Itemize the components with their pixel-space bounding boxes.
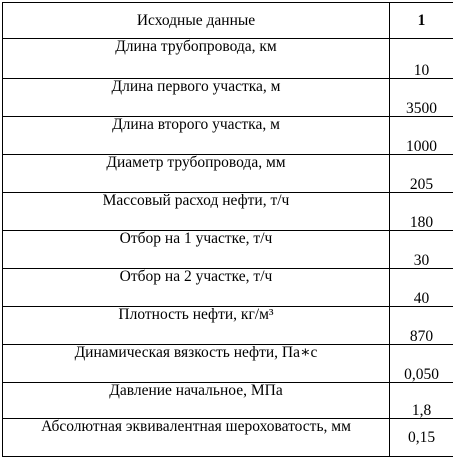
table-row — [3, 231, 453, 269]
row-label: Абсолютная эквивалентная шероховатость, мм — [3, 419, 390, 457]
row-value: 0,050 — [390, 345, 453, 383]
row-label: Длина второго участка, м — [3, 117, 390, 155]
row-value: 205 — [390, 155, 453, 193]
row-label: Динамическая вязкость нефти, Па∗с — [3, 345, 390, 383]
row-value: 3500 — [390, 79, 453, 117]
row-label: Плотность нефти, кг/м³ — [3, 307, 390, 345]
table-row — [3, 39, 453, 79]
row-label: Отбор на 2 участке, т/ч — [3, 269, 390, 307]
table-row — [3, 79, 453, 117]
table-row — [3, 345, 453, 383]
table-row — [3, 383, 453, 419]
row-value: 180 — [390, 193, 453, 231]
row-label: Давление начальное, МПа — [3, 383, 390, 419]
row-value: 1,8 — [390, 383, 453, 419]
table-row — [3, 269, 453, 307]
table-row — [3, 419, 453, 457]
row-value: 40 — [390, 269, 453, 307]
header-label-cell: Исходные данные — [3, 3, 390, 39]
row-value: 10 — [390, 39, 453, 79]
row-value: 0,15 — [390, 419, 453, 457]
row-label: Длина трубопровода, км — [3, 39, 390, 79]
row-value: 1000 — [390, 117, 453, 155]
table-row — [3, 307, 453, 345]
table-row — [3, 193, 453, 231]
table-header-row — [3, 3, 453, 39]
table-row — [3, 117, 453, 155]
row-value: 870 — [390, 307, 453, 345]
row-label: Диаметр трубопровода, мм — [3, 155, 390, 193]
row-label: Массовый расход нефти, т/ч — [3, 193, 390, 231]
table-row — [3, 155, 453, 193]
row-label: Длина первого участка, м — [3, 79, 390, 117]
input-data-table — [2, 2, 453, 457]
row-label: Отбор на 1 участке, т/ч — [3, 231, 390, 269]
row-value: 30 — [390, 231, 453, 269]
header-variant-cell: 1 — [390, 3, 453, 39]
